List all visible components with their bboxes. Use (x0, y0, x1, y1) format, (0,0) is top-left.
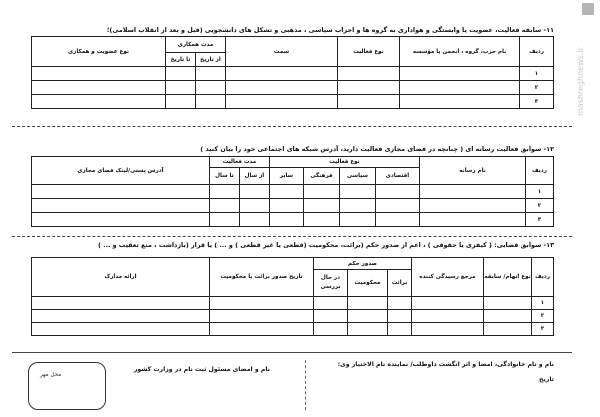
cell-field[interactable] (314, 297, 348, 310)
header-cultural: فرهنگی (304, 168, 340, 185)
header-to-year: تا سال (209, 168, 239, 185)
cell-field[interactable] (340, 213, 376, 227)
cell-field[interactable] (400, 95, 520, 109)
header-row-no: ردیف (526, 157, 554, 185)
row-number: ۳ (532, 323, 554, 336)
cell-field[interactable] (32, 310, 210, 323)
cell-field[interactable] (338, 67, 400, 81)
header-to-date: تا تاریخ (166, 53, 196, 67)
cell-field[interactable] (196, 81, 226, 95)
cell-field[interactable] (210, 310, 314, 323)
cell-field[interactable] (32, 323, 210, 336)
section2-title: ۱۲- سوابق فعالیت رسانه ای ( چنانچه در فضای مجازی فعالیت دارید، آدرس شبکه های اجتماعی خود را بیان کنید ) (200, 145, 554, 153)
section3-table (31, 257, 554, 336)
header-under-review: در حال بررسی (314, 270, 348, 297)
header-activity-duration: مدت فعالیت (209, 157, 269, 168)
cell-field[interactable] (226, 81, 338, 95)
header-documents: ارائه مدارک (32, 258, 210, 297)
cell-field[interactable] (31, 199, 209, 213)
cell-field[interactable] (239, 185, 269, 199)
cell-field[interactable] (420, 199, 526, 213)
cell-field[interactable] (269, 185, 303, 199)
cell-field[interactable] (484, 310, 532, 323)
header-charge-type: نوع اتهام/ سابقه (484, 258, 532, 297)
cell-field[interactable] (196, 67, 226, 81)
row-number: ۲ (520, 81, 554, 95)
cell-field[interactable] (388, 323, 412, 336)
row-number: ۲ (526, 199, 554, 213)
seal-label: محل مهر (40, 372, 62, 378)
section2-table (31, 156, 554, 227)
cell-field[interactable] (376, 185, 420, 199)
cell-field[interactable] (412, 323, 484, 336)
official-signature-label: نام و امضای مسئول ثبت نام در وزارت کشور (133, 366, 270, 373)
header-media-name: نام رسانه (420, 157, 526, 185)
cell-field[interactable] (484, 323, 532, 336)
cell-field[interactable] (338, 95, 400, 109)
cell-field[interactable] (338, 81, 400, 95)
header-from-year: از سال (239, 168, 269, 185)
section-divider (12, 126, 572, 127)
header-from-date: از تاریخ (196, 53, 226, 67)
footer-separator (305, 360, 306, 410)
cell-field[interactable] (209, 185, 239, 199)
cell-field[interactable] (314, 310, 348, 323)
cell-field[interactable] (32, 67, 166, 81)
cell-field[interactable] (388, 297, 412, 310)
header-cooperation-duration: مدت همکاری (166, 37, 226, 53)
cell-field[interactable] (166, 95, 196, 109)
cell-field[interactable] (269, 213, 303, 227)
seal-box (28, 362, 106, 410)
cell-field[interactable] (166, 67, 196, 81)
header-conviction: محکومیت (348, 270, 388, 297)
header-verdict-date: تاریخ صدور برائت یا محکومیت (210, 258, 314, 297)
cell-field[interactable] (209, 199, 239, 213)
cell-field[interactable] (196, 95, 226, 109)
cell-field[interactable] (31, 213, 209, 227)
cell-field[interactable] (340, 199, 376, 213)
header-membership-type: نوع عضویت و همکاری (32, 37, 166, 67)
cell-field[interactable] (400, 67, 520, 81)
header-org-name: نام حزب، گروه ، انجمن یا مؤسسه (400, 37, 520, 67)
cell-field[interactable] (304, 213, 340, 227)
footer-divider (12, 352, 572, 353)
section3-title: ۱۳- سوابق قضایی: ( کیفری یا حقوقی ) ، اعم از صدور حکم (برائت، محکومیت (قطعی یا غیر قطعی ) و ... ) یا قرار (بازداشت ، منع تعقیب و ... ) (97, 241, 554, 249)
cell-field[interactable] (32, 95, 166, 109)
watermark-text: mashreghnews.ir (576, 47, 585, 116)
cell-field[interactable] (348, 310, 388, 323)
header-row-no: ردیف (532, 258, 554, 297)
header-other: سایر (269, 168, 303, 185)
cell-field[interactable] (210, 323, 314, 336)
header-address: آدرس پستی/لینک فضای مجازی (31, 157, 209, 185)
header-economic: اقتصادی (376, 168, 420, 185)
cell-field[interactable] (209, 213, 239, 227)
cell-field[interactable] (304, 185, 340, 199)
header-activity-type: نوع فعالیت (338, 37, 400, 67)
header-position: سمت (226, 37, 338, 67)
cell-field[interactable] (210, 297, 314, 310)
cell-field[interactable] (31, 185, 209, 199)
cell-field[interactable] (484, 297, 532, 310)
cell-field[interactable] (304, 199, 340, 213)
cell-field[interactable] (226, 95, 338, 109)
row-number: ۳ (520, 95, 554, 109)
row-number: ۱ (526, 185, 554, 199)
header-reference: مرجع رسیدگی کننده (412, 258, 484, 297)
cell-field[interactable] (400, 81, 520, 95)
section1-table (31, 36, 554, 109)
cell-field[interactable] (239, 199, 269, 213)
cell-field[interactable] (420, 213, 526, 227)
header-verdict: صدور حکم (314, 258, 412, 270)
cell-field[interactable] (420, 185, 526, 199)
cell-field[interactable] (314, 323, 348, 336)
cell-field[interactable] (32, 297, 210, 310)
date-label: تاریخ (539, 376, 554, 383)
cell-field[interactable] (376, 199, 420, 213)
cell-field[interactable] (340, 185, 376, 199)
cell-field[interactable] (348, 323, 388, 336)
row-number: ۱ (520, 67, 554, 81)
cell-field[interactable] (166, 81, 196, 95)
header-political: سیاسی (340, 168, 376, 185)
section1-title: ۱۱- سابقه فعالیت، عضویت یا وابستگی و هواداری به گروه ها و احزاب سیاسی ، مذهبی و تشکل های دانشجویی (قبل و بعد از انقلاب اسلامی)؛ (106, 26, 554, 34)
cell-field[interactable] (239, 213, 269, 227)
cell-field[interactable] (32, 81, 166, 95)
header-activity-type: نوع فعالیت (269, 157, 419, 168)
header-row-no: ردیف (520, 37, 554, 67)
cell-field[interactable] (412, 310, 484, 323)
row-number: ۲ (532, 310, 554, 323)
cell-field[interactable] (412, 297, 484, 310)
row-number: ۳ (526, 213, 554, 227)
row-number: ۱ (532, 297, 554, 310)
section-divider (12, 236, 572, 237)
cell-field[interactable] (226, 67, 338, 81)
cell-field[interactable] (348, 297, 388, 310)
applicant-signature-label: نام و نام خانوادگی، امضا و اثر انگشت داوطلب/ نماینده تام الاختیار وی: (337, 361, 554, 368)
cell-field[interactable] (388, 310, 412, 323)
cell-field[interactable] (376, 213, 420, 227)
header-acquittal: برائت (388, 270, 412, 297)
cell-field[interactable] (269, 199, 303, 213)
